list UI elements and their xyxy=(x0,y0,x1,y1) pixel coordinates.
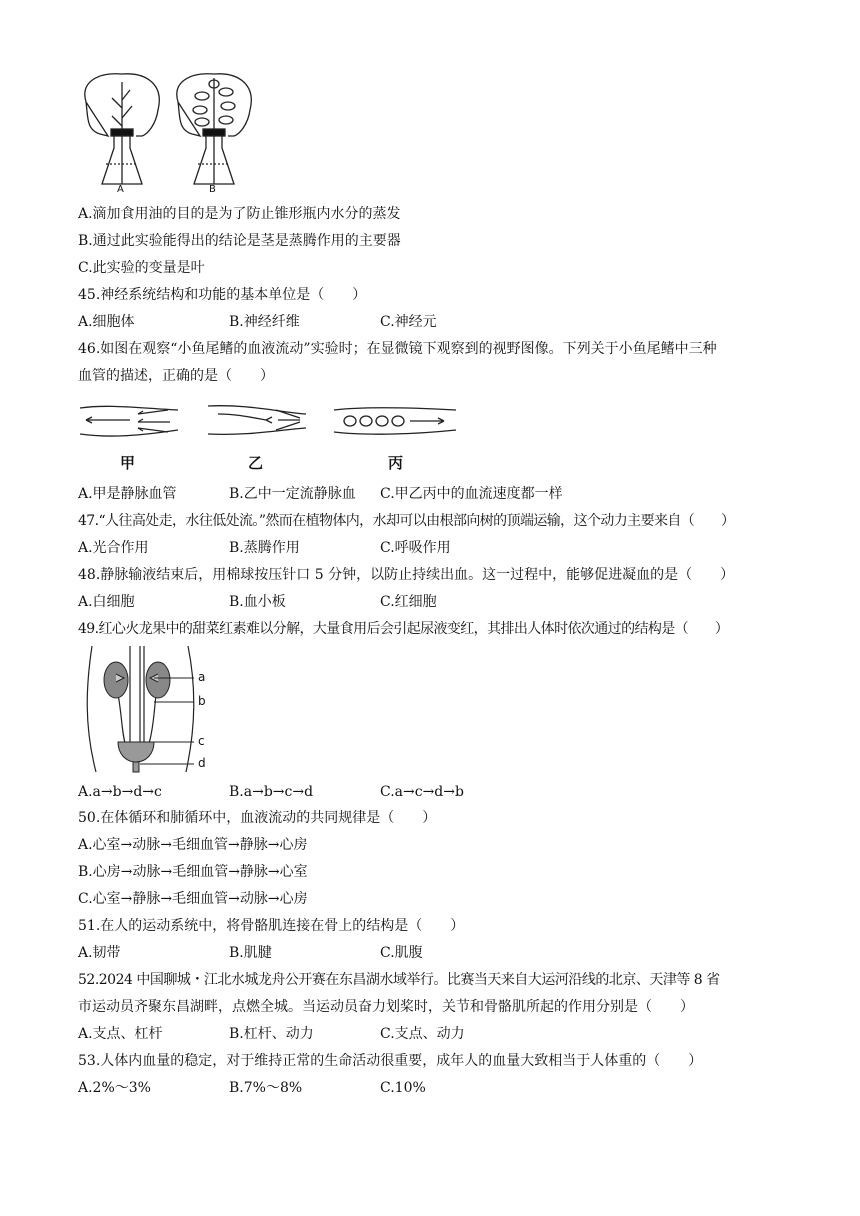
plant-transpiration-figure xyxy=(78,72,258,200)
q46-option-b: B.乙中一定流静脉血 xyxy=(229,486,356,502)
q49-option-c: C.a→c→d→b xyxy=(380,784,464,800)
urinary-system-figure xyxy=(78,646,218,774)
q51-stem: 51.在人的运动系统中，将骨骼肌连接在骨上的结构是（ ） xyxy=(78,918,465,934)
q51-option-c: C.肌腹 xyxy=(380,945,423,961)
q45-stem: 45.神经系统结构和功能的基本单位是（ ） xyxy=(78,287,367,303)
vessel-jia-label: 甲 xyxy=(120,454,136,472)
q48-option-b: B.血小板 xyxy=(229,594,286,610)
q46-stem-line2: 血管的描述，正确的是（ ） xyxy=(78,368,274,384)
q51-option-a: A.韧带 xyxy=(78,945,121,961)
q51-option-b: B.肌腱 xyxy=(229,945,272,961)
q53-option-c: C.10% xyxy=(380,1080,426,1096)
kidneys-drawing xyxy=(104,662,170,698)
q45-option-c: C.神经元 xyxy=(380,314,437,330)
label-c: c xyxy=(198,734,205,748)
body-outline-right xyxy=(186,646,194,772)
q49-option-b: B.a→b→c→d xyxy=(229,784,314,800)
q44-option-b: B.通过此实验能得出的结论是茎是蒸腾作用的主要器 xyxy=(78,233,401,249)
q52-stem-line2: 市运动员齐聚东昌湖畔，点燃全城。当运动员奋力划桨时，关节和骨骼肌所起的作用分别是（ ） xyxy=(78,999,694,1015)
q45-option-a: A.细胞体 xyxy=(78,314,135,330)
q47-option-b: B.蒸腾作用 xyxy=(229,540,300,556)
vessel-jia-drawing xyxy=(80,406,178,436)
q52-option-c: C.支点、动力 xyxy=(380,1026,465,1042)
vessel-bing-drawing xyxy=(334,408,456,434)
plant-a-drawing xyxy=(85,74,159,184)
q53-option-b: B.7%～8% xyxy=(229,1080,303,1096)
q48-option-c: C.红细胞 xyxy=(380,594,437,610)
q50-option-c: C.心室→静脉→毛细血管→动脉→心房 xyxy=(78,891,308,907)
q46-option-c: C.甲乙丙中的血流速度都一样 xyxy=(380,486,563,502)
q50-option-b: B.心房→动脉→毛细血管→静脉→心室 xyxy=(78,864,308,880)
q53-option-a: A.2%～3% xyxy=(78,1080,151,1096)
vessel-yi-drawing xyxy=(208,406,306,435)
vessel-yi-label: 乙 xyxy=(248,454,264,472)
q52-stem-line1: 52.2024 中国聊城・江北水城龙舟公开赛在东昌湖水域举行。比赛当天来自大运河沿线的北京、天津等 8 省 xyxy=(78,972,720,988)
q47-stem: 47.“人往高处走，水往低处流。”然而在植物体内，水却可以由根部向树的顶端运输，这个动力主要来自（ ） xyxy=(78,513,735,529)
q46-stem-line1: 46.如图在观察“小鱼尾鳍的血液流动”实验时；在显微镜下观察到的视野图像。下列关于小鱼尾鳍中三种 xyxy=(78,341,717,357)
bladder-drawing xyxy=(118,742,154,762)
urethra-drawing xyxy=(133,762,139,772)
label-d: d xyxy=(198,756,206,770)
plant-b-drawing xyxy=(177,74,251,184)
q50-option-a: A.心室→动脉→毛细血管→静脉→心房 xyxy=(78,837,308,853)
q53-stem: 53.人体内血量的稳定，对于维持正常的生命活动很重要，成年人的血量大致相当于人体重的（ ） xyxy=(78,1053,703,1069)
body-outline-left xyxy=(87,646,96,772)
vessel-bing-label: 丙 xyxy=(388,454,404,472)
q47-option-a: A.光合作用 xyxy=(78,540,149,556)
q48-option-a: A.白细胞 xyxy=(78,594,135,610)
q44-option-a: A.滴加食用油的目的是为了防止锥形瓶内水分的蒸发 xyxy=(78,206,401,222)
q47-option-c: C.呼吸作用 xyxy=(380,540,451,556)
label-a: a xyxy=(198,670,206,684)
plant-b-label: B xyxy=(209,184,216,195)
q46-option-a: A.甲是静脉血管 xyxy=(78,486,177,502)
label-b: b xyxy=(198,694,206,708)
q52-option-a: A.支点、杠杆 xyxy=(78,1026,163,1042)
q44-option-c: C.此实验的变量是叶 xyxy=(78,260,205,276)
q50-stem: 50.在体循环和肺循环中，血液流动的共同规律是（ ） xyxy=(78,810,437,826)
q48-stem: 48.静脉输液结束后，用棉球按压针口 5 分钟，以防止持续出血。这一过程中，能够促进凝血的是（ ） xyxy=(78,567,735,583)
blood-vessel-figure xyxy=(78,400,458,476)
plant-a-label: A xyxy=(117,184,124,195)
q45-option-b: B.神经纤维 xyxy=(229,314,300,330)
q49-option-a: A.a→b→d→c xyxy=(78,784,162,800)
q49-stem: 49.红心火龙果中的甜菜红素难以分解，大量食用后会引起尿液变红，其排出人体时依次通过的结构是（ ） xyxy=(78,621,729,637)
q52-option-b: B.杠杆、动力 xyxy=(229,1026,314,1042)
